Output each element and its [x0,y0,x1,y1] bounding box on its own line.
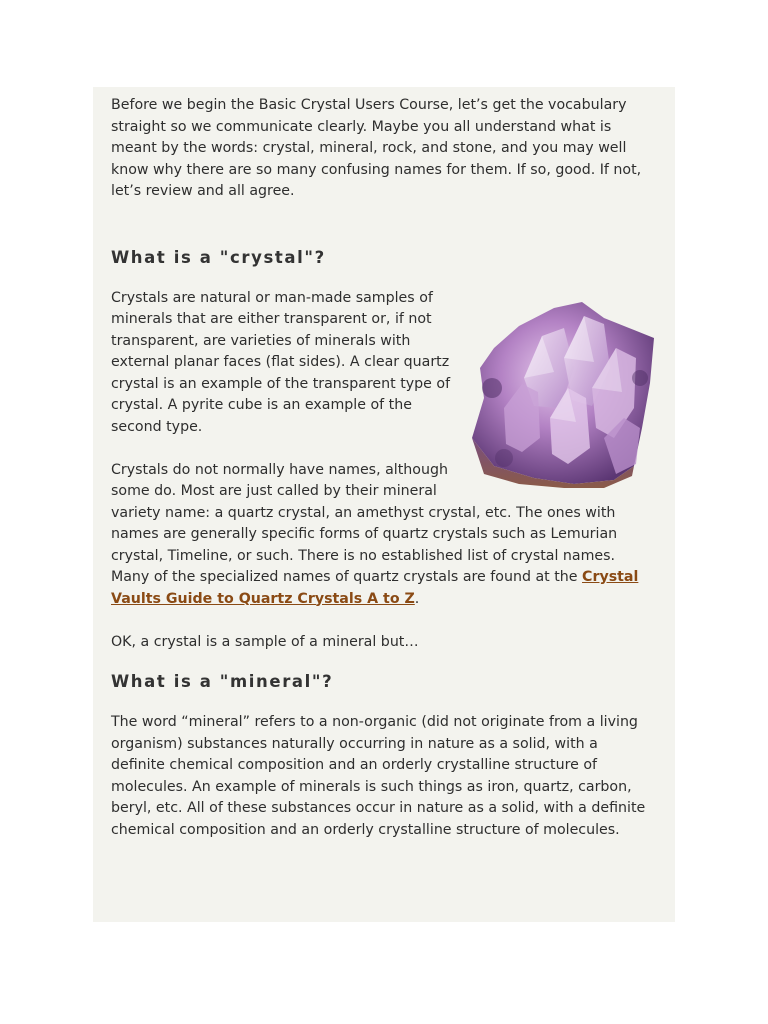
intro-paragraph: Before we begin the Basic Crystal Users Course, let’s get the vocabulary straight so we communicate clearly. Maybe you all understand what is meant by the words: crystal, mineral, rock, and stone, and you may well know why there are so many confusing names for them. If so, good. If not, let’s review and all agree. [111,97,642,199]
crystal-vaults-guide-link[interactable]: Crystal Vaults Guide to Quartz Crystals A to Z [111,569,639,607]
document-page [93,87,675,922]
amethyst-crystal-image [464,288,656,488]
heading-mineral: What is a "mineral"? [111,672,334,691]
crystal-paragraph-3: OK, a crystal is a sample of a mineral but… [111,633,419,650]
crystal-paragraph-2-text: Crystals do not normally have names, although some do. Most are just called by their mineral variety name: a quartz crystal, an amethyst crystal, etc. The ones with names are generally specific forms of quartz crystals such as Lemurian crystal, Timeline, or such. There is no established list of crystal names. Many of the specialized names of quartz crystals are found at the [111,461,618,585]
crystal-paragraph-2-end: . [414,590,420,607]
heading-crystal: What is a "crystal"? [111,247,326,267]
crystal-paragraph-1: Crystals are natural or man-made samples of minerals that are either transparent or, if not transparent, are varieties of minerals with external planar faces (flat sides). A clear quartz crystal is an example of the transparent type of crystal. A pyrite cube is an example of the second type. [111,289,451,435]
mineral-paragraph-1: The word “mineral” refers to a non-organic (did not originate from a living organism) substances naturally occurring in nature as a solid, with a definite chemical composition and an orderly crystalline structure of molecules. An example of minerals is such things as iron, quartz, carbon, beryl, etc. All of these substances occur in nature as a solid, with a definite chemical composition and an orderly crystalline structure of molecules. [111,714,646,838]
